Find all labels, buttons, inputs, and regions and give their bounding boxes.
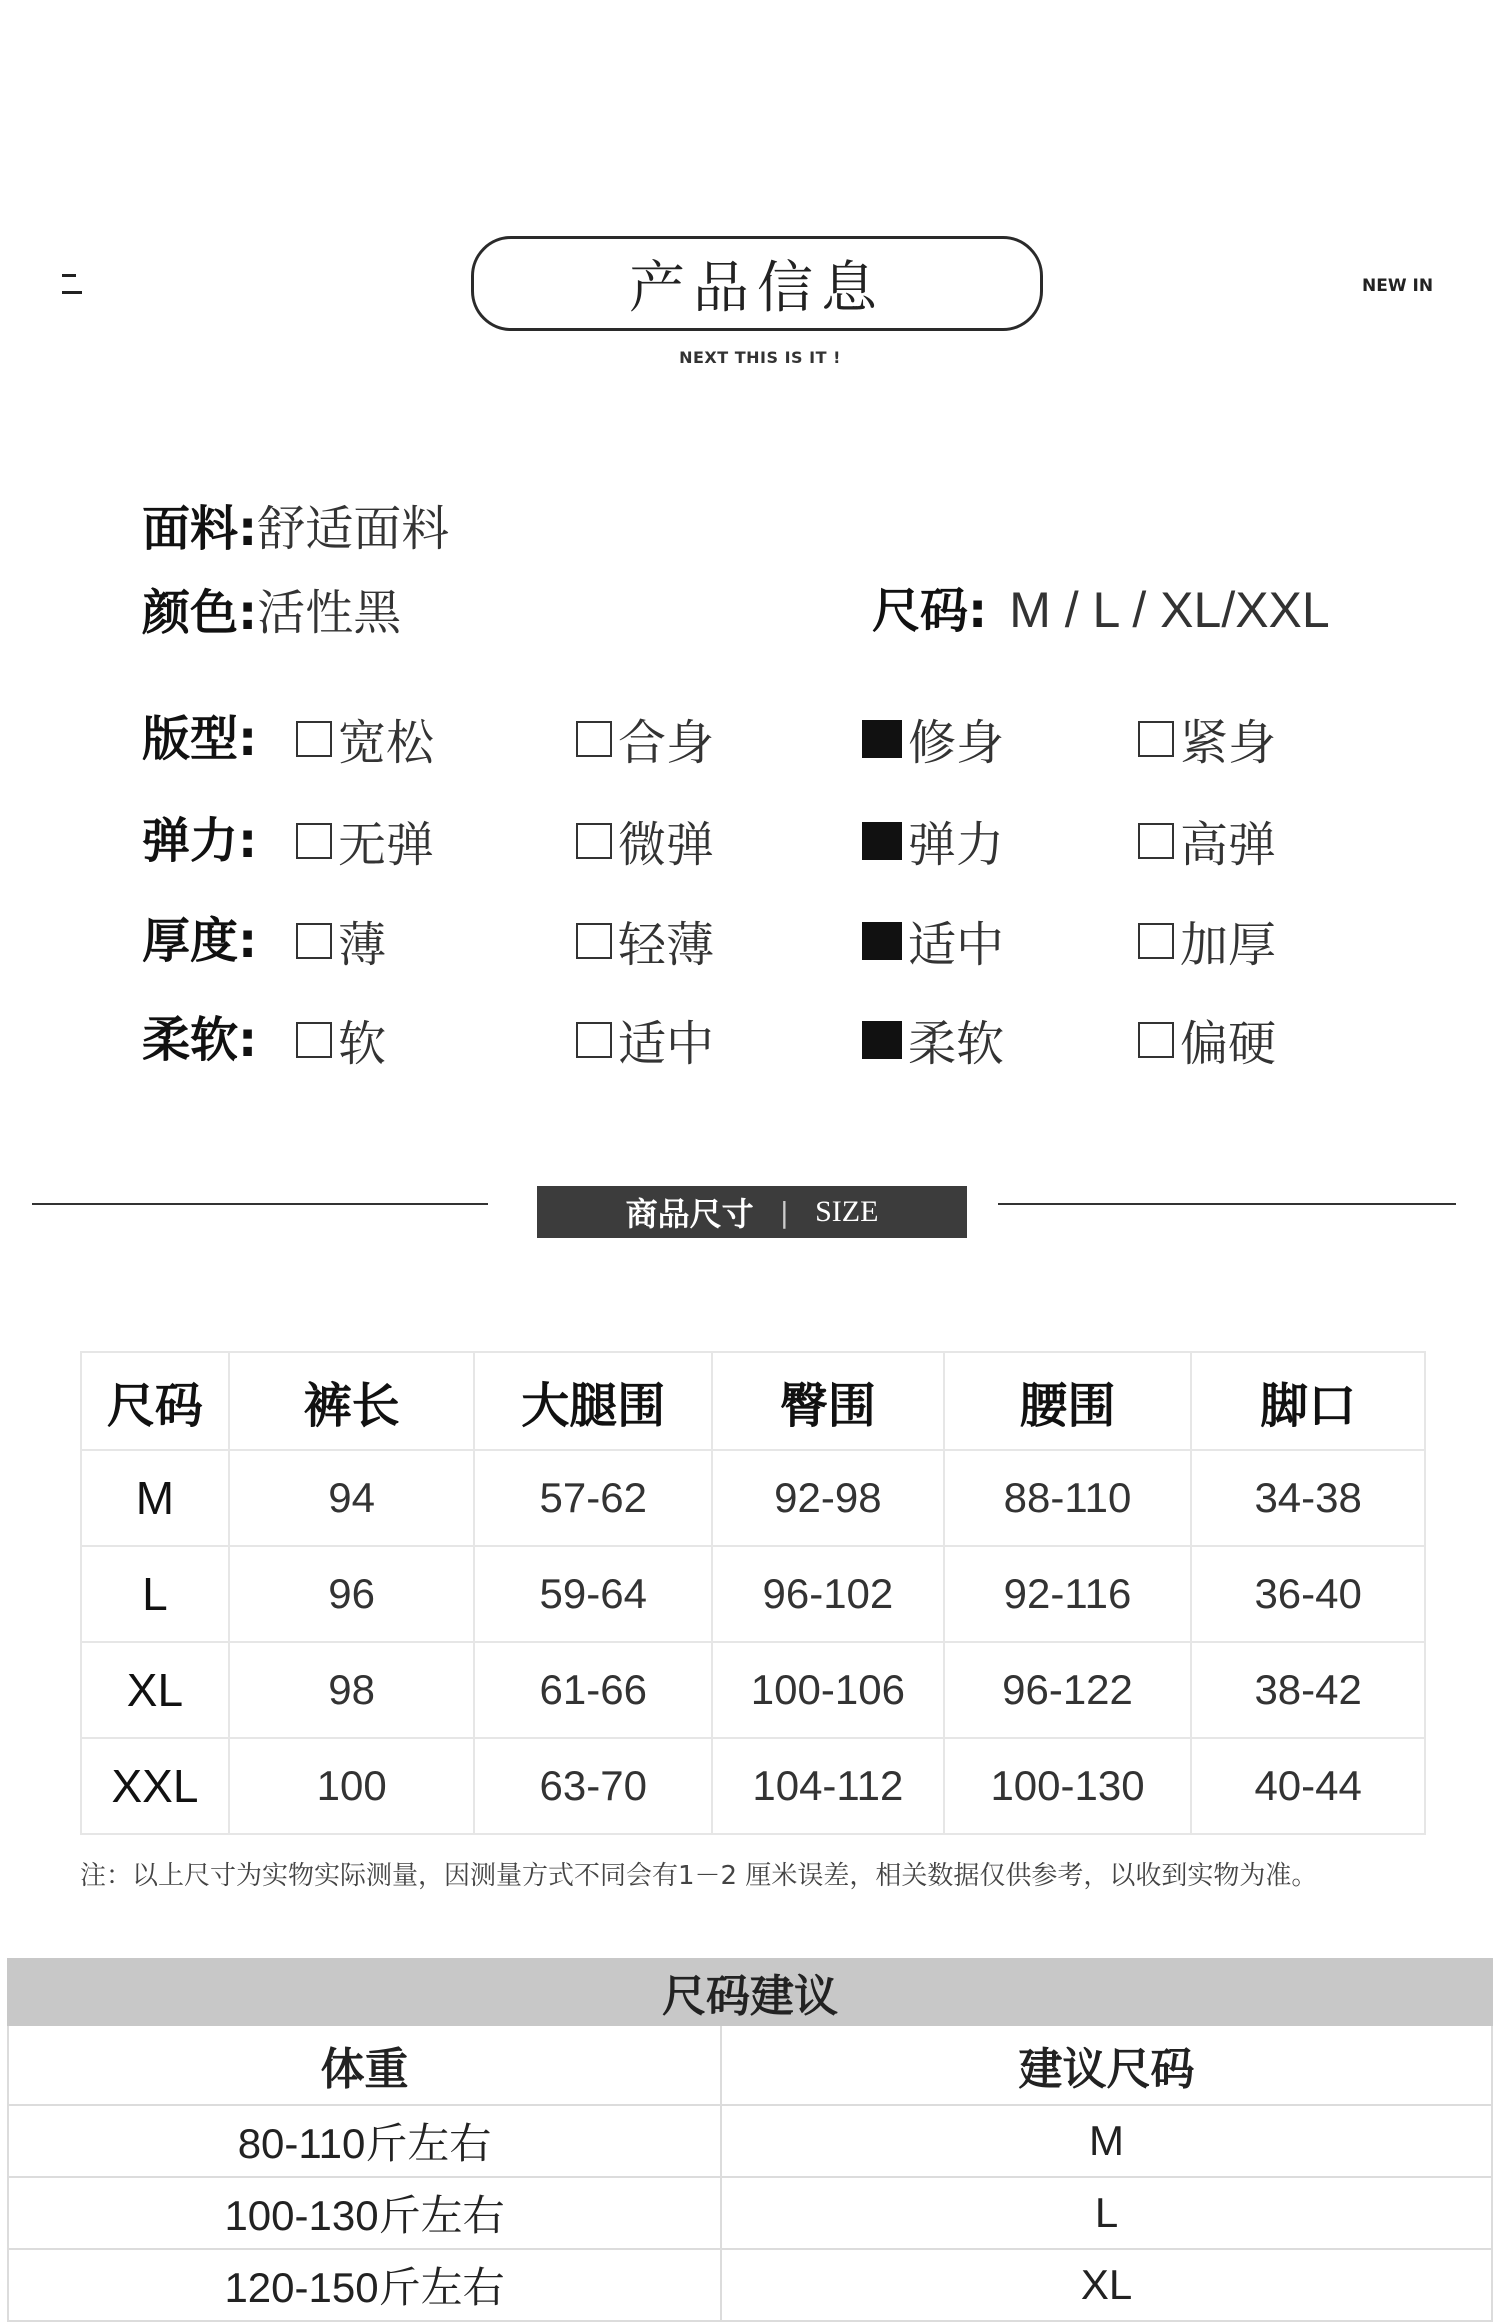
size-section-title: 商品尺寸 bbox=[625, 1195, 754, 1233]
tagline: NEXT THIS IS IT ! bbox=[679, 348, 841, 367]
table-cell: 100-130斤左右 bbox=[8, 2177, 721, 2249]
checked-box-icon bbox=[862, 922, 902, 960]
attribute-option-label: 弹力 bbox=[908, 817, 1005, 873]
divider-left bbox=[32, 1203, 488, 1205]
new-in-label: NEW IN bbox=[1362, 276, 1434, 296]
attribute-label: 厚度: bbox=[142, 913, 258, 969]
table-cell: L bbox=[81, 1546, 229, 1642]
table-cell: 61-66 bbox=[474, 1642, 712, 1738]
table-row bbox=[8, 2249, 1492, 2321]
table-cell: 100 bbox=[229, 1738, 475, 1834]
attribute-option-label: 无弹 bbox=[338, 817, 435, 873]
attribute-option bbox=[1138, 906, 1276, 975]
table-cell: 100-106 bbox=[712, 1642, 944, 1738]
table-cell: 100-130 bbox=[944, 1738, 1192, 1834]
attribute-option-label: 适中 bbox=[618, 1016, 715, 1072]
unchecked-box-icon bbox=[296, 923, 332, 959]
size-table-header-cell: 裤长 bbox=[229, 1352, 475, 1450]
size-table bbox=[80, 1351, 1426, 1835]
table-cell: M bbox=[721, 2105, 1492, 2177]
table-cell: XL bbox=[721, 2249, 1492, 2321]
attribute-option-label: 软 bbox=[338, 1016, 387, 1072]
attribute-option bbox=[862, 1005, 1004, 1074]
attribute-label: 版型: bbox=[142, 711, 258, 767]
size-section-en: SIZE bbox=[815, 1195, 879, 1228]
attribute-label: 柔软: bbox=[142, 1012, 258, 1068]
attribute-option bbox=[296, 1005, 386, 1074]
table-cell: 59-64 bbox=[474, 1546, 712, 1642]
measurement-note: 注：以上尺寸为实物实际测量，因测量方式不同会有1－2 厘米误差，相关数据仅供参考，以收到实物为准。 bbox=[80, 1861, 1318, 1891]
divider-right bbox=[998, 1203, 1456, 1205]
table-cell: 63-70 bbox=[474, 1738, 712, 1834]
unchecked-box-icon bbox=[296, 823, 332, 859]
size-section-separator: | bbox=[779, 1195, 790, 1229]
table-cell: 104-112 bbox=[712, 1738, 944, 1834]
table-cell: 94 bbox=[229, 1450, 475, 1546]
table-row bbox=[8, 2177, 1492, 2249]
table-cell: 120-150斤左右 bbox=[8, 2249, 721, 2321]
size-line bbox=[872, 572, 1330, 641]
unchecked-box-icon bbox=[1138, 823, 1174, 859]
table-cell: 80-110斤左右 bbox=[8, 2105, 721, 2177]
color-label: 颜色: bbox=[142, 585, 258, 641]
attribute-option-label: 高弹 bbox=[1180, 817, 1277, 873]
recommendation-header bbox=[8, 2025, 1492, 2105]
menu-icon[interactable] bbox=[62, 272, 82, 296]
table-cell: 36-40 bbox=[1191, 1546, 1425, 1642]
attribute-option bbox=[862, 806, 1004, 875]
table-cell: XL bbox=[81, 1642, 229, 1738]
size-value: M / L / XL/XXL bbox=[1009, 582, 1330, 638]
attribute-option bbox=[296, 704, 434, 773]
unchecked-box-icon bbox=[576, 1022, 612, 1058]
unchecked-box-icon bbox=[1138, 923, 1174, 959]
attribute-option-label: 合身 bbox=[618, 715, 715, 771]
attribute-option-label: 适中 bbox=[908, 917, 1005, 973]
attribute-option bbox=[1138, 704, 1276, 773]
attribute-option bbox=[1138, 1005, 1276, 1074]
attribute-option bbox=[862, 704, 1004, 773]
unchecked-box-icon bbox=[576, 823, 612, 859]
attribute-option-label: 紧身 bbox=[1180, 715, 1277, 771]
size-section-banner bbox=[537, 1186, 967, 1238]
attribute-label: 弹力: bbox=[142, 813, 258, 869]
unchecked-box-icon bbox=[1138, 1022, 1174, 1058]
table-cell: 96-102 bbox=[712, 1546, 944, 1642]
table-row bbox=[81, 1546, 1425, 1642]
attribute-option bbox=[862, 906, 1004, 975]
size-table-header-cell: 腰围 bbox=[944, 1352, 1192, 1450]
table-row bbox=[81, 1738, 1425, 1834]
attribute-option bbox=[296, 906, 386, 975]
attribute-option-label: 微弹 bbox=[618, 817, 715, 873]
page-title: 产品信息 bbox=[629, 255, 885, 321]
attribute-option-label: 修身 bbox=[908, 715, 1005, 771]
size-table-header-cell: 臀围 bbox=[712, 1352, 944, 1450]
table-cell: 34-38 bbox=[1191, 1450, 1425, 1546]
attribute-option-label: 轻薄 bbox=[618, 917, 715, 973]
fabric-value: 舒适面料 bbox=[257, 501, 450, 557]
attribute-option bbox=[576, 704, 714, 773]
unchecked-box-icon bbox=[296, 1022, 332, 1058]
table-cell: 92-98 bbox=[712, 1450, 944, 1546]
table-cell: L bbox=[721, 2177, 1492, 2249]
unchecked-box-icon bbox=[576, 923, 612, 959]
attribute-option-label: 偏硬 bbox=[1180, 1016, 1277, 1072]
recommendation-table bbox=[7, 1958, 1493, 2322]
attribute-option bbox=[296, 806, 434, 875]
unchecked-box-icon bbox=[296, 721, 332, 757]
size-table-header-cell: 脚口 bbox=[1191, 1352, 1425, 1450]
attribute-option bbox=[576, 1005, 714, 1074]
table-cell: 88-110 bbox=[944, 1450, 1192, 1546]
table-cell: 98 bbox=[229, 1642, 475, 1738]
color-value: 活性黑 bbox=[257, 585, 402, 641]
checked-box-icon bbox=[862, 822, 902, 860]
table-cell: 96-122 bbox=[944, 1642, 1192, 1738]
color-line bbox=[142, 574, 401, 643]
recommendation-title: 尺码建议 bbox=[8, 1959, 1492, 2025]
fabric-label: 面料: bbox=[142, 501, 258, 557]
attribute-option-label: 加厚 bbox=[1180, 917, 1277, 973]
table-cell: 92-116 bbox=[944, 1546, 1192, 1642]
attribute-option-label: 柔软 bbox=[908, 1016, 1005, 1072]
recommendation-header-cell: 体重 bbox=[8, 2025, 721, 2105]
table-row bbox=[81, 1642, 1425, 1738]
attribute-option-label: 宽松 bbox=[338, 715, 435, 771]
unchecked-box-icon bbox=[1138, 721, 1174, 757]
fabric-line bbox=[142, 490, 449, 559]
size-label: 尺码: bbox=[872, 583, 988, 639]
attribute-option bbox=[576, 906, 714, 975]
table-cell: 38-42 bbox=[1191, 1642, 1425, 1738]
size-table-header-cell: 尺码 bbox=[81, 1352, 229, 1450]
table-cell: M bbox=[81, 1450, 229, 1546]
size-table-header-cell: 大腿围 bbox=[474, 1352, 712, 1450]
table-cell: 96 bbox=[229, 1546, 475, 1642]
attribute-option bbox=[576, 806, 714, 875]
attribute-option-label: 薄 bbox=[338, 917, 387, 973]
table-cell: XXL bbox=[81, 1738, 229, 1834]
checked-box-icon bbox=[862, 720, 902, 758]
table-row bbox=[8, 2105, 1492, 2177]
attribute-option bbox=[1138, 806, 1276, 875]
table-row bbox=[81, 1450, 1425, 1546]
recommendation-header-cell: 建议尺码 bbox=[721, 2025, 1492, 2105]
checked-box-icon bbox=[862, 1021, 902, 1059]
table-cell: 40-44 bbox=[1191, 1738, 1425, 1834]
table-cell: 57-62 bbox=[474, 1450, 712, 1546]
title-pill bbox=[471, 236, 1043, 331]
size-table-header bbox=[81, 1352, 1425, 1450]
unchecked-box-icon bbox=[576, 721, 612, 757]
